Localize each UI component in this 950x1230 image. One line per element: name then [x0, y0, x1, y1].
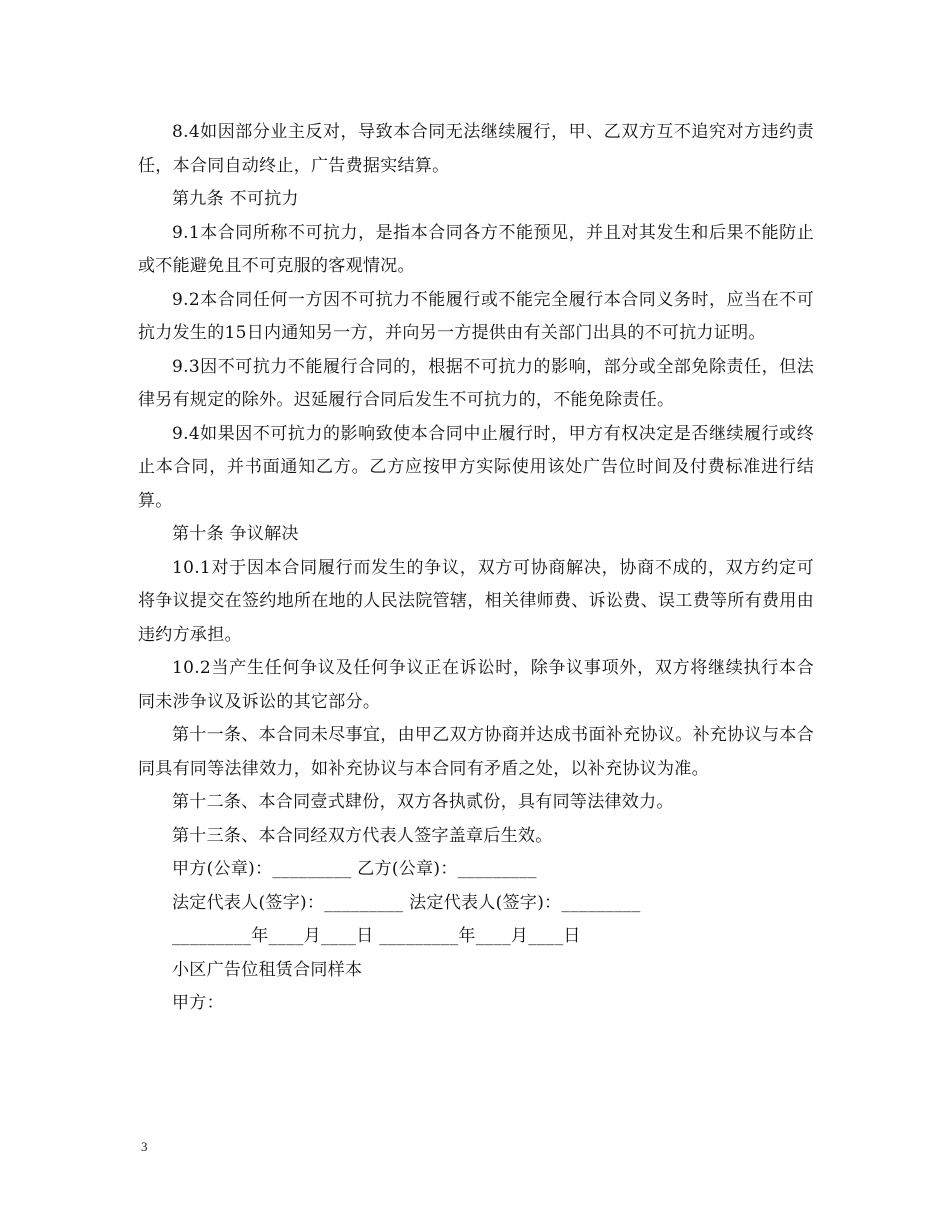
next-document-title: 小区广告位租赁合同样本 [172, 959, 363, 980]
article-12: 第十二条、本合同壹式肆份，双方各执贰份，具有同等法律效力。 [172, 792, 674, 812]
signature-representative-line: 法定代表人(签字)：_________ 法定代表人(签字)：_________ [172, 892, 641, 913]
article-9-heading: 第九条 不可抗力 [172, 189, 299, 209]
clause-9-1: 9.1本合同所称不可抗力，是指本合同各方不能预见，并且对其发生和后果不能防止或不能避免且不可克服的客观情况。 [138, 222, 814, 276]
clause-10-2: 10.2当产生任何争议及任何争议正在诉讼时，除争议事项外，双方将继续执行本合同未涉争议及诉讼的其它部分。 [138, 658, 814, 712]
article-13: 第十三条、本合同经双方代表人签字盖章后生效。 [172, 825, 553, 846]
article-11: 第十一条、本合同未尽事宜，由甲乙双方协商并达成书面补充协议。补充协议与本合同具有同等法律效力，如补充协议与本合同有矛盾之处，以补充协议为准。 [138, 725, 814, 779]
signature-seal-line: 甲方(公章)：_________ 乙方(公章)：_________ [172, 859, 537, 879]
document-body [138, 116, 814, 1021]
clause-10-1: 10.1对于因本合同履行而发生的争议，双方可协商解决，协商不成的，双方约定可将争议提交在签约地所在地的人民法院管辖，相关律师费、诉讼费、误工费等所有费用由违约方承担。 [138, 557, 814, 645]
signature-date-line: _________年____月____日 _________年____月____日 [172, 926, 581, 946]
clause-9-2: 9.2本合同任何一方因不可抗力不能履行或不能完全履行本合同义务时，应当在不可抗力发生的15日内通知另一方，并向另一方提供由有关部门出具的不可抗力证明。 [138, 289, 814, 343]
article-10-heading: 第十条 争议解决 [172, 524, 299, 544]
clause-9-4: 9.4如果因不可抗力的影响致使本合同中止履行时，甲方有权决定是否继续履行或终止本合同，并书面通知乙方。乙方应按甲方实际使用该处广告位时间及付费标准进行结算。 [138, 423, 814, 511]
clause-8-4: 8.4如因部分业主反对，导致本合同无法继续履行，甲、乙双方互不追究对方违约责任，本合同自动终止，广告费据实结算。 [138, 122, 814, 176]
page-number: 3 [141, 1139, 148, 1154]
party-a-label: 甲方： [172, 993, 224, 1013]
clause-9-3: 9.3因不可抗力不能履行合同的，根据不可抗力的影响，部分或全部免除责任，但法律另有规定的除外。迟延履行合同后发生不可抗力的，不能免除责任。 [138, 356, 814, 410]
